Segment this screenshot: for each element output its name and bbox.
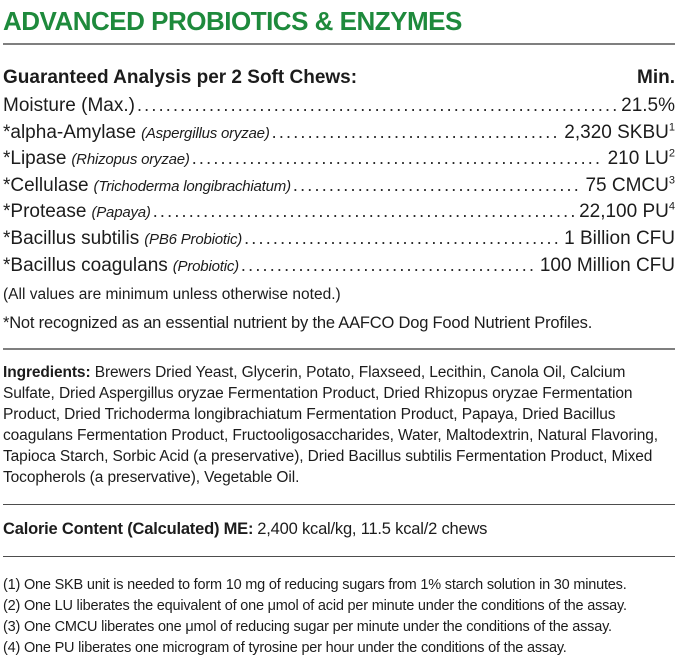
analyte-name: *Bacillus coagulans	[3, 254, 168, 276]
analyte-amount: 22,100 PU	[579, 201, 669, 223]
calorie-value: 2,400 kcal/kg, 11.5 kcal/2 chews	[257, 520, 488, 539]
calorie-content-line	[3, 519, 675, 539]
analyte-amount: 210 LU	[607, 148, 669, 170]
footnote-skb: (1) One SKB unit is needed to form 10 mg of reducing sugars from 1% starch solution in 30 minutes.	[3, 577, 627, 594]
guaranteed-analysis-heading: Guaranteed Analysis per 2 Soft Chews:	[3, 67, 358, 88]
note-aafco: *Not recognized as an essential nutrient by the AAFCO Dog Food Nutrient Profiles.	[3, 314, 593, 333]
analyte-source: (Probiotic)	[172, 257, 239, 275]
dot-leader	[137, 92, 616, 120]
analyte-name: *Protease	[3, 201, 87, 223]
analyte-value	[608, 146, 675, 173]
min-column-header: Min.	[637, 67, 675, 88]
analyte-amount: 2,320 SKBU	[564, 121, 669, 143]
calorie-label: Calorie Content (Calculated) ME:	[3, 520, 254, 539]
analyte-source: (PB6 Probiotic)	[144, 230, 243, 248]
page-title: ADVANCED PROBIOTICS & ENZYMES	[3, 6, 462, 36]
analyte-name: *Bacillus subtilis	[3, 227, 140, 249]
dot-leader	[241, 252, 535, 280]
analyte-value	[585, 173, 675, 200]
ingredients-paragraph	[3, 362, 675, 488]
analyte-amount: 75 CMCU	[585, 174, 669, 196]
ingredients-label: Ingredients:	[3, 364, 91, 382]
footnote-marker: 4	[668, 201, 675, 214]
divider-footnotes	[3, 556, 675, 558]
table-row	[3, 172, 675, 199]
analyte-source: (Rhizopus oryzae)	[71, 151, 190, 169]
analyte-name: Moisture (Max.)	[3, 95, 135, 116]
dot-leader	[153, 198, 574, 226]
footnote-marker: 3	[668, 174, 675, 187]
guaranteed-analysis-table	[3, 92, 675, 278]
footnote-marker: 2	[668, 147, 675, 160]
divider-top	[3, 43, 675, 45]
analyte-amount: 100 Million CFU	[539, 254, 675, 276]
analyte-amount: 1 Billion CFU	[564, 227, 675, 249]
analyte-name: *Cellulase	[3, 174, 89, 196]
analyte-amount: 21.5%	[621, 95, 675, 116]
footnotes-section	[3, 575, 675, 659]
analyte-value	[540, 253, 675, 280]
analyte-name: *Lipase	[3, 148, 67, 170]
analyte-source: (Papaya)	[91, 204, 151, 222]
analyte-source: (Aspergillus oryzae)	[141, 124, 270, 142]
dot-leader	[293, 172, 581, 200]
table-row	[3, 119, 675, 146]
analyte-value	[621, 93, 675, 120]
divider-ingredients	[3, 348, 675, 350]
footnote-marker: 1	[668, 121, 675, 134]
table-row	[3, 198, 675, 225]
analyte-source: (Trichoderma longibrachiatum)	[93, 177, 291, 195]
table-row	[3, 252, 675, 279]
footnote-cmcu: (3) One CMCU liberates one μmol of reducing sugar per minute under the conditions of the assay.	[3, 619, 612, 636]
divider-calorie	[3, 504, 675, 506]
footnote-lu: (2) One LU liberates the equivalent of one μmol of acid per minute under the conditions of the assay.	[3, 598, 627, 615]
note-all-values-minimum: (All values are minimum unless otherwise noted.)	[3, 286, 341, 304]
ingredients-list: Brewers Dried Yeast, Glycerin, Potato, Flaxseed, Lecithin, Canola Oil, Calcium Sulfate, Dried Aspergillus oryzae Fermentation Product, Dried Rhizopus oryzae Fermentation Product, Dried Trichoderma longibrachiatum Fermentation Product, Papaya, Dried Bacillus coagulans Fermentation Product, Fructooligosaccharides, Water, Maltodextrin, Natural Flavoring, Tapioca Starch, Sorbic Acid (a preservative), Dried Bacillus subtilis Fermentation Product, Mixed Tocopherols (a preservative), Vegetable Oil.	[3, 364, 659, 487]
table-row	[3, 145, 675, 172]
analyte-name: *alpha-Amylase	[3, 121, 137, 143]
dot-leader	[272, 119, 560, 147]
analyte-value	[579, 199, 675, 226]
guaranteed-analysis-header	[3, 67, 675, 89]
dot-leader	[244, 225, 559, 253]
table-row	[3, 92, 675, 119]
analyte-value	[564, 120, 675, 147]
analyte-value	[564, 226, 675, 253]
dot-leader	[192, 145, 603, 173]
footnote-pu: (4) One PU liberates one microgram of tyrosine per hour under the conditions of the assay.	[3, 640, 567, 657]
table-row	[3, 225, 675, 252]
